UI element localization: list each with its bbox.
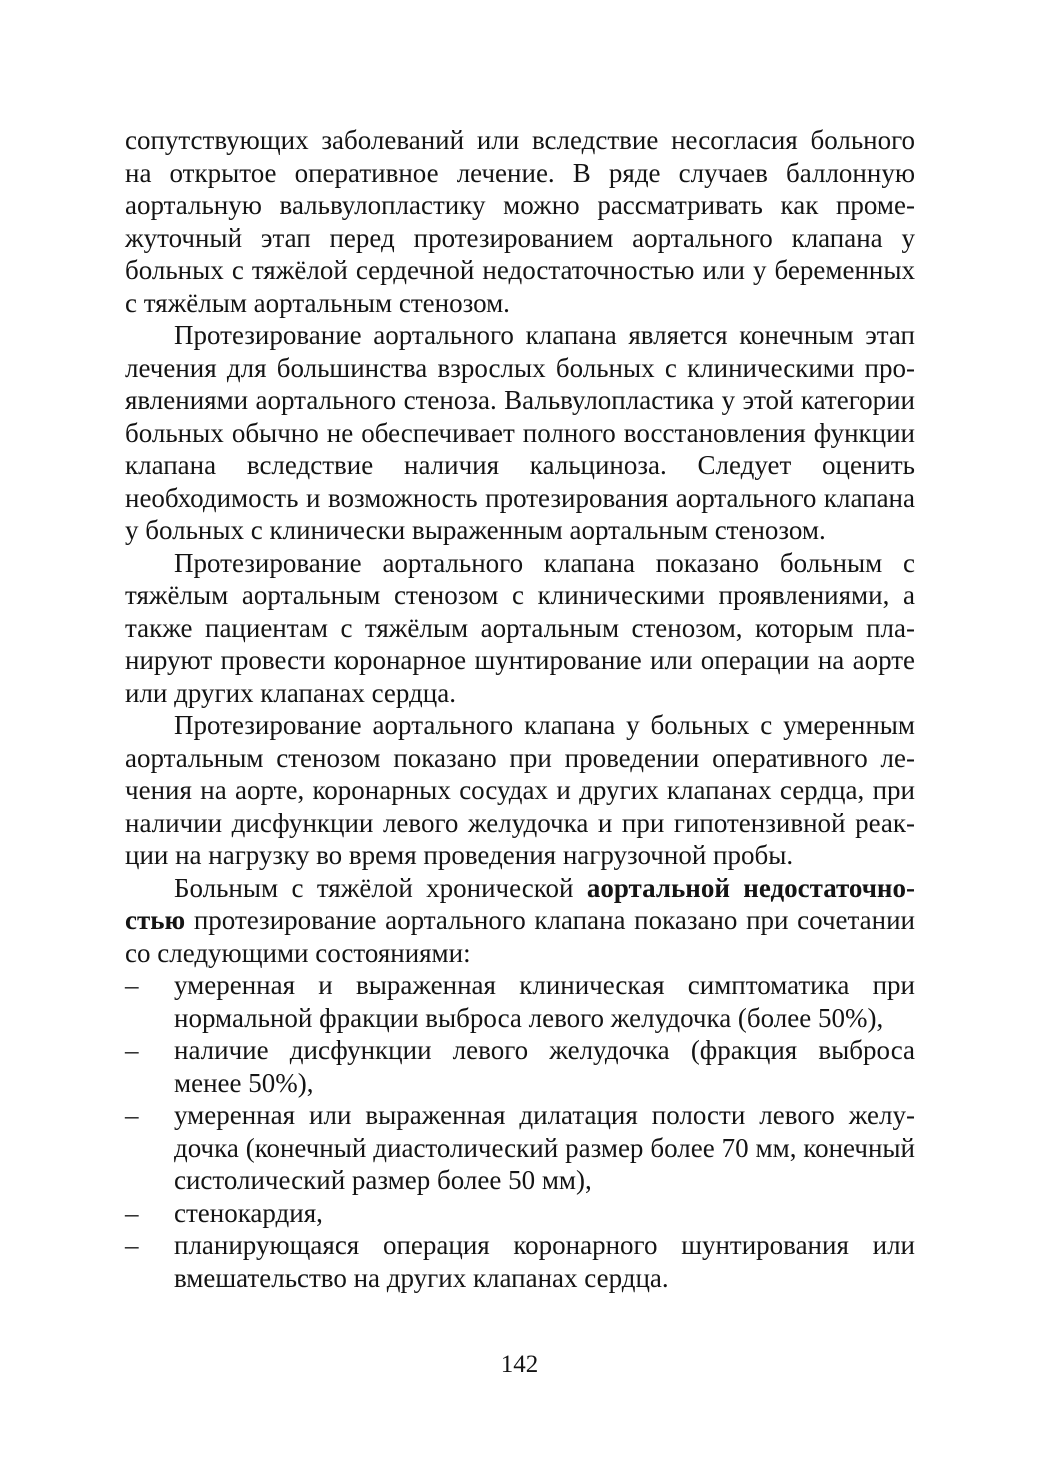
paragraph-aortic-insufficiency	[125, 872, 915, 970]
paragraph-continuation: сопутствующих заболеваний или вследствие несогласия больного на открытое оперативное лечение. В ряде случаев баллонную аортальную вальвулопластику можно рассматривать как промежуточный этап перед протезированием аортального клапана у больных с тяжёлой сердечной недостаточностью или у беременных с тяжёлым аортальным стенозом.	[125, 125, 915, 318]
indications-list	[125, 969, 915, 1294]
paragraph-moderate-stenosis-indications: Протезирование аортального клапана у больных с умеренным аортальным стенозом показано при проведении оперативного лечения на аорте, коронарных сосудах и других клапанах сердца, при наличии дисфункции левого желудочка и при гипотензивной реакции на нагрузку во время проведения нагрузочной пробы.	[125, 710, 915, 870]
dash-marker: –	[125, 1230, 139, 1260]
paragraph-text: Больным с тяжёлой хронической	[174, 872, 587, 903]
page-body	[125, 124, 915, 1294]
list-item	[125, 1229, 915, 1294]
list-item-text: умеренная или выраженная дилатация полости левого желудочка (конечный диастолический размер более 70 мм, конечный систолический размер более 50 мм),	[174, 1100, 915, 1195]
list-item	[125, 1034, 915, 1099]
page-number: 142	[500, 1351, 539, 1378]
bold-term: аортальной недостаточностью	[125, 872, 915, 935]
dash-marker: –	[125, 1035, 139, 1065]
list-item	[125, 969, 915, 1034]
paragraph-severe-stenosis-indications: Протезирование аортального клапана показано больным с тяжёлым аортальным стенозом с клиническими проявлениями, а также пациентам с тяжёлым аортальным стенозом, которым планируют провести коронарное шунтирование или операции на аорте или других клапанах сердца.	[125, 547, 915, 708]
dash-marker: –	[125, 970, 139, 1000]
paragraph-aortic-valve-replacement-final-stage: Протезирование аортального клапана является конечным этап лечения для большинства взрослых больных с клиническими проявлениями аортального стеноза. Вальвулопластика у этой категории больных обычно не обеспечивает полного восстановления функции клапана вследствие наличия кальциноза. Следует оценить необходимость и возможность протезирования аортального клапана у больных с клинически выраженным аортальным стенозом.	[125, 320, 915, 545]
dash-marker: –	[125, 1100, 139, 1130]
list-item	[125, 1099, 915, 1197]
list-item-text: стенокардия,	[174, 1197, 323, 1228]
paragraph-text: протезирование аортального клапана показано при сочетании со следующими состояниями:	[125, 905, 915, 968]
list-item-text: планирующаяся операция коронарного шунтирования или вмешательство на других клапанах сердца.	[174, 1230, 915, 1293]
dash-marker: –	[125, 1197, 139, 1228]
list-item-text: наличие дисфункции левого желудочка (фракция выброса менее 50%),	[174, 1035, 915, 1098]
list-item-text: умеренная и выраженная клиническая симптоматика при нормальной фракции выброса левого желудочка (более 50%),	[174, 970, 915, 1033]
list-item	[125, 1197, 915, 1230]
